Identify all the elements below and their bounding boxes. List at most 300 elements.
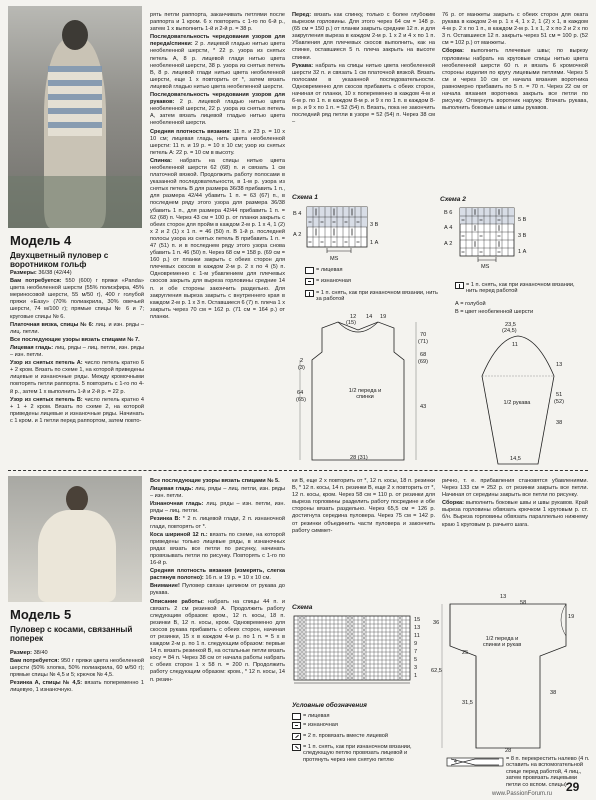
paragraph-text: набрать на спицы 44 п. и связать 2 см резинкой А. Продолжить работу следующим образом: кром., 12 п. косы, 18 п. резинки В, 12 п. косы, кром. Одновременно для скосов рукава прибавить с обеих сторон, начиная от резинки, 15 х в каждом 4-м р. по 1 п. = 5 х в каждом 2-м р. по 1 п. следующим образом: первые 14 п. вязать резинкой В, на остальные петли вязать косу = 84 п. Через 38 см от начала работы набрать с обеих сторон 1 х 58 п. = 200 п. Продолжить работу следующим образом: кром., * 12 п. косы, 14 п. резин- xyxy=(150,598,285,683)
purl-mark xyxy=(347,646,349,647)
paragraph xyxy=(442,500,588,528)
purl-mark xyxy=(347,642,349,643)
purl-mark xyxy=(303,638,305,639)
purl-mark xyxy=(399,618,401,619)
cable-cross-legend: = 8 п. перекрестить налево (4 п. оставить на вспомогательной спице перед работой, 4 лиц., затем провязать лицевыми петли со вспом. спицы) xyxy=(506,756,590,788)
model4-text-col2 xyxy=(150,12,285,470)
purl-mark xyxy=(299,654,301,655)
watermark: www.PassionForum.ru xyxy=(492,791,553,797)
purl-mark xyxy=(399,638,401,639)
paragraph-text: число петель кратно 4 + 1 + 2 кром. Вязать по схеме 2, на которой приведены лицевые и изнаночные ряды. Начинать с 1 кром. и 1 петли перед раппортом, затем повто- xyxy=(10,396,144,424)
purl-mark xyxy=(347,626,349,627)
purl-mark xyxy=(351,650,353,651)
paragraph-text: ки В, еще 2 х повторить от *, 12 п. косы, 18 п. резинки В, * 12 п. косы, 14 п. резинки В, еще 2 х повторить от *, 12 п. косы, кром. Через 58 см = 110 р. от резинки для выреза горловины разделить работу посредине и обе стороны вязать раздельно. Через 65,5 см = 126 р. достигнута середина пуловера. Через 75 см = 142 р. от резинки объединить части пуловера и закончить работу симмет- xyxy=(292,478,435,534)
section-divider xyxy=(8,470,588,471)
schema2-left-b6: В 6 xyxy=(444,210,453,216)
purl-mark xyxy=(351,618,353,619)
purl-mark xyxy=(299,670,301,671)
purl-mark xyxy=(347,634,349,635)
purl-mark xyxy=(345,222,348,223)
p5-dim-625: 62,5 xyxy=(431,668,442,674)
legend-knit-box xyxy=(305,267,314,274)
purl-mark xyxy=(303,670,305,671)
schema1-right-a: 1 А xyxy=(370,240,379,246)
purl-mark xyxy=(299,626,301,627)
purl-mark xyxy=(498,220,501,221)
paragraph xyxy=(150,501,285,515)
slip-stitch-mark xyxy=(475,209,476,215)
paragraph-text: 38/40 xyxy=(32,650,48,656)
purl-mark xyxy=(347,618,349,619)
schema5-row-number: 5 xyxy=(414,657,418,663)
paragraph-heading: Вам потребуется: xyxy=(10,658,60,665)
schema5-grid xyxy=(294,616,424,686)
purl-mark xyxy=(303,654,305,655)
sleeve-piece-label: 1/2 рукава xyxy=(503,400,531,406)
purl-mark xyxy=(347,622,349,623)
front-dim-left-top: 2 xyxy=(300,358,304,364)
model5-title: Модель 5 xyxy=(10,607,72,622)
purl-mark xyxy=(299,634,301,635)
purl-mark xyxy=(351,630,353,631)
purl-mark xyxy=(299,650,301,651)
paragraph-heading: Резинка В: xyxy=(150,516,181,523)
schema1-title: Схема 1 xyxy=(292,194,318,201)
schema1-legend-purl: = изнаночная xyxy=(316,278,351,284)
p5-dim-36: 36 xyxy=(433,620,440,626)
model5-heading xyxy=(10,608,145,644)
paragraph xyxy=(150,478,285,485)
model4-title: Модель 4 xyxy=(10,233,72,248)
paragraph-heading: Средняя плотность вязания: xyxy=(150,128,232,135)
s5-legend-knit-box xyxy=(292,713,301,720)
s5-legend-purl: = изнаночная xyxy=(303,722,338,728)
s5-legend-skp-box xyxy=(292,744,301,751)
s5-legend-purl-box xyxy=(292,722,301,729)
schema1-right-b: 3 В xyxy=(370,222,379,228)
p5-dim-58: 58 xyxy=(520,600,527,606)
paragraph-text: 2 р. лицевой гладью нитью цвета необеленной шерсти, * 22 р. узора из снятых петель А, 8 р. лицевой глади нитью цвета необеленной шерсти, 38 р. узора из снятых петель В, 8 р. лицевой глади нитью цвета необеленной шерсти, еще 1 х повторить от *, затем вязать лицевой гладью нитью цвета необеленной шерсти. xyxy=(150,41,285,90)
slip-stitch-mark xyxy=(352,229,353,236)
purl-mark xyxy=(399,654,401,655)
cable-cross-number: 4 xyxy=(454,759,457,765)
paragraph-text: выполнить плечевые швы; по вырезу горловины набрать на круговые спицы нитью цвета необеленной шерсти 60 п. и вязать 6 кромочной стороны изделия по кругу лицевыми петлями. Через 5 см и через 10 см от начала вязания воротника равномерно прибавить по 5 п. = 70 п. Через 22 см от начала вязания воротника закрыть все петли по рисунку. Отвернуть воротник наружу. Втачать рукава, выполнить боковые швы и швы рукавов. xyxy=(442,48,588,112)
schema2-left-a2: А 2 xyxy=(444,241,453,247)
purl-mark xyxy=(363,662,365,663)
paragraph xyxy=(10,270,144,277)
paragraph xyxy=(442,478,588,499)
purl-mark xyxy=(498,236,501,237)
paragraph xyxy=(10,278,144,321)
slip-stitch-mark xyxy=(499,209,500,215)
purl-mark xyxy=(363,622,365,623)
paragraph xyxy=(442,48,588,112)
sleeve-dim-width-alt: (24,5) xyxy=(502,328,517,334)
purl-mark xyxy=(351,634,353,635)
front-dim-right-43: 43 xyxy=(420,404,427,410)
purl-mark xyxy=(299,642,301,643)
purl-mark xyxy=(399,630,401,631)
purl-mark xyxy=(347,670,349,671)
paragraph-text: 76 р. от манжеты закрыть с обеих сторон для оката рукава в каждом 2-м р. 1 х 4, 1 х 2, 1 (2) х 1, в каждом 4-м р. 2 х по 1 п., в каждом 2-м р. 1 х 1, 2 х по 2 и 2 х по 3 п. Оставшиеся 12 п. закрыть через 51 см = 100 р. (52 см = 102 р.) от манжеты. xyxy=(442,12,588,47)
schema2-right-3b: 3 В xyxy=(518,233,527,239)
purl-mark xyxy=(303,650,305,651)
paragraph xyxy=(10,322,144,336)
paragraph-text: вязать попеременно 1 лицевую, 1 изнаночную. xyxy=(10,680,144,694)
purl-mark xyxy=(351,662,353,663)
sleeve-dim-top: 11 xyxy=(512,342,518,348)
paragraph xyxy=(292,478,435,535)
s5-legend-k2tog-box xyxy=(292,733,301,740)
purl-mark xyxy=(299,674,301,675)
purl-mark xyxy=(351,622,353,623)
model4-subtitle: Двухцветный пуловер с воротником гольф xyxy=(10,251,109,270)
purl-mark xyxy=(351,638,353,639)
schema5-row-number: 7 xyxy=(414,649,418,655)
paragraph-heading: Последовательность чередования узоров для переда/спинки: xyxy=(150,34,285,48)
purl-mark xyxy=(363,630,365,631)
p5-dim-315: 31,5 xyxy=(462,700,473,706)
paragraph-heading: Вам потребуется: xyxy=(10,278,62,285)
purl-mark xyxy=(303,666,305,667)
purl-mark xyxy=(321,222,324,223)
purl-mark xyxy=(357,222,360,223)
paragraph-heading: Рукава: xyxy=(292,62,314,69)
front-dim-neck-width: 12 xyxy=(350,314,357,320)
purl-mark xyxy=(363,626,365,627)
paragraph xyxy=(150,34,285,91)
paragraph-text: рять петли раппорта, заканчивать петлями после раппорта и 1 кром. 6 х повторить с 1-го по 6-й р., затем 1 х выполнить 1-й и 2-й р. = 38 р. xyxy=(150,12,285,33)
paragraph xyxy=(10,680,144,694)
paragraph-heading: Резинка А, спицы № 4,5: xyxy=(10,680,83,687)
schema5-title: Схема xyxy=(292,604,313,611)
purl-mark xyxy=(299,622,301,623)
p5-dim-38: 38 xyxy=(550,690,557,696)
paragraph-text: 950 г пряжи цвета необеленной шерсти (50% хлопка, 50% полиакрила, 60 м/50 г); прямые спицы № 4,5 и 5; крючок № 4,5. xyxy=(10,658,144,679)
purl-mark xyxy=(347,666,349,667)
paragraph-heading: Лицевая гладь: xyxy=(10,344,54,351)
paragraph-heading: Сборка: xyxy=(442,500,465,507)
front-dim-left-64: 64 xyxy=(297,390,304,396)
front-dim-right-71: (71) xyxy=(418,339,428,345)
model5-subtitle: Пуловер с косами, связанный поперек xyxy=(10,625,133,644)
paragraph-text: лиц. ряды – изн. петли, изн. ряды – лиц. петли. xyxy=(150,501,285,515)
schema2-color-b: В = цвет необеленной шерсти xyxy=(455,309,534,315)
sleeve-dim-51: 51 xyxy=(556,392,563,398)
purl-mark xyxy=(347,662,349,663)
purl-mark xyxy=(363,618,365,619)
purl-mark xyxy=(347,630,349,631)
paragraph xyxy=(442,12,588,47)
paragraph-heading: Все последующие узоры вязать спицами № 5. xyxy=(150,478,280,484)
model5-photo xyxy=(8,476,142,602)
schema1-left-a: А 2 xyxy=(293,232,302,238)
paragraph xyxy=(10,360,144,395)
schema2-title: Схема 2 xyxy=(440,196,466,203)
paragraph-text: 2 р. лицевой гладью нитью цвета необеленной шерсти, 22 р. узора из снятых петель А, затем вязать лицевой гладью нитью цвета необеленной шерсти. xyxy=(150,99,285,127)
slip-stitch-mark xyxy=(475,241,476,247)
paragraph-text: вязать по схеме, на которой приведены только лицевые ряды, в изнаночных рядах вязать все петли по рисунку, начинать провязывать петли по рисунку. Повторять с 1-го по 16-й р. xyxy=(150,531,285,567)
purl-mark xyxy=(303,678,305,679)
legend-slip-front-box xyxy=(455,282,464,289)
purl-mark xyxy=(351,626,353,627)
paragraph-text: лиц. ряды – лиц. петли, изн. ряды – изн. петли. xyxy=(150,486,285,500)
slip-stitch-mark xyxy=(316,209,317,216)
purl-mark xyxy=(462,252,465,253)
s5-legend-k2tog: = 2 п. провязать вместе лицевой xyxy=(303,733,389,739)
paragraph xyxy=(10,345,144,359)
purl-mark xyxy=(363,634,365,635)
schema1-legend-slip: = 1 п. снять, как при изнаночном вязании, нить за работой xyxy=(316,290,438,302)
purl-mark xyxy=(399,674,401,675)
purl-mark xyxy=(399,666,401,667)
purl-mark xyxy=(399,642,401,643)
paragraph-heading: Лицевая гладь: xyxy=(150,486,194,493)
purl-mark xyxy=(351,674,353,675)
schema2-right-1a: 1 А xyxy=(518,249,527,255)
schema5-conv-title: Условные обозначения xyxy=(292,702,367,709)
schema5-row-number: 13 xyxy=(414,625,421,631)
model4-heading xyxy=(10,234,145,270)
purl-mark xyxy=(303,626,305,627)
paragraph xyxy=(150,532,285,567)
purl-mark xyxy=(351,658,353,659)
paragraph xyxy=(150,129,285,157)
front-dim-right-68: 68 xyxy=(420,352,427,358)
slip-stitch-mark xyxy=(499,225,500,231)
purl-mark xyxy=(299,666,301,667)
purl-mark xyxy=(299,618,301,619)
paragraph-text: число петель кратно 6 + 2 кром. Вязать по схеме 1, на которой приведены лицевые и изнаночные ряды. Между кромочными повторять петли раппорта. 5 повторить с 1-го по 4-й р., затем 1 х выполнить 1-й и 2-й р. = 22 р. xyxy=(10,360,144,395)
paragraph-heading: Размеры: xyxy=(10,270,37,276)
sleeve-dim-38: 38 xyxy=(556,420,563,426)
purl-mark xyxy=(309,222,312,223)
purl-mark xyxy=(299,658,301,659)
model4-photo xyxy=(8,6,142,228)
paragraph-text: Пуловер связан целиком от рукава до рукава. xyxy=(150,583,285,597)
purl-mark xyxy=(321,242,324,243)
front-dim-right-70: 70 xyxy=(420,332,427,338)
front-dim-neck-right: 19 xyxy=(380,314,387,320)
paragraph xyxy=(150,92,285,127)
paragraph-text: 16 п. и 19 р. = 10 х 10 см. xyxy=(203,575,271,582)
schema5-row-number: 15 xyxy=(414,617,421,623)
paragraph-heading: Изнаночная гладь: xyxy=(150,501,204,508)
purl-mark xyxy=(303,630,305,631)
purl-mark xyxy=(498,252,501,253)
slip-stitch-mark xyxy=(316,229,317,236)
purl-mark xyxy=(363,678,365,679)
purl-mark xyxy=(480,252,483,253)
purl-mark xyxy=(333,222,336,223)
paragraph-heading: Спинка: xyxy=(150,157,173,164)
purl-mark xyxy=(462,236,465,237)
purl-mark xyxy=(399,670,401,671)
schema1-rapport: MS xyxy=(330,256,339,262)
purl-mark xyxy=(363,654,365,655)
legend-purl-box xyxy=(305,278,314,285)
paragraph-heading: Внимание! xyxy=(150,583,180,590)
paragraph-heading: Узор из снятых петель В: xyxy=(10,396,83,403)
paragraph xyxy=(10,658,144,679)
purl-mark xyxy=(347,658,349,659)
purl-mark xyxy=(345,242,348,243)
schema5-row-number: 3 xyxy=(414,665,418,671)
purl-mark xyxy=(399,634,401,635)
purl-mark xyxy=(299,662,301,663)
front-dim-left-top-alt: (3) xyxy=(298,365,305,371)
schema2-grid xyxy=(460,208,550,258)
purl-mark xyxy=(303,658,305,659)
purl-mark xyxy=(399,646,401,647)
schema1-left-b: В 4 xyxy=(293,211,302,217)
paragraph-text: выполнить боковые швы и швы рукавов. Край выреза горловины обвязать крючком 1 круговым р. ст. б/н. Выреза горловины обвязать параллельно нижнему краю 1 круговым р. рачьего шага. xyxy=(442,500,588,528)
paragraph-text: вязать как спинку, только с более глубоким вырезом горловины. Для этого через 64 см = 148 р. (65 см = 150 р.) от планки закрыть средние 12 п. и для закругления выреза в каждом 2-м р. 1 х 2 и 4 х по 1 п. Убавления для плечевых скосов выполнить, как на спинке, оставшиеся 5 п. плеча закрыть на высоте спинки. xyxy=(292,12,435,61)
paragraph-heading: Последовательность чередования узоров для рукавов: xyxy=(150,92,285,106)
model5-text-col3 xyxy=(292,478,435,596)
page-number: 29 xyxy=(566,780,580,794)
paragraph-text: набрать на спицы нитью цвета необеленной шерсти 62 (68) п. и связать 1 см платочной вязкой. Продолжить работу полосами в указанной последовательности, в 1-м р. узора из снятых петель В для размера 36/38 прибавить 1 п., для размера 42/44 убавить 1 п. = 63 (67) п., в последнем ряду этого узора для размера 36/38 убавить 1 п., для размера 42/44 прибавить 1 п. = 62 (68) п. Через 43 см = 100 р. от планки закрыть с обеих сторон для пройм в каждом 2-м р. 1 х 4, 1 (2) х 2 и 2 (1) х 1 п. = 46 (50) п. В 1-й р. последней полосы узора из снятых петель В прибавить 1 п. = 47 (51) п. и в последнем ряду этого узора снова убавить 1 п. 46 (50) п. Через 68 см = 158 р. (69 см = 160 р.) от планки закрыть с обеих сторон для плечевых скосов в каждом 2-м р. 2 х по 4 (5) п. Одновременно с 1-м убавлением для плечевых скосов закрыть для выреза горловины средние 14 п. и обе стороны закончить раздельно. Для закругления выреза закрыть с внутреннего края в каждом 2-м р. 1 х 3 п. Оставшиеся 6 (7) п. плеча 1 х закрыть через 70 см = 162 р. (71 см = 164 р.) от планки. xyxy=(150,157,285,320)
purl-mark xyxy=(363,646,365,647)
purl-mark xyxy=(309,242,312,243)
schema5-row-number: 11 xyxy=(414,633,420,639)
paragraph-heading: Описание работы: xyxy=(150,598,204,605)
paragraph-heading: Средняя плотность вязания (измерять, слегка растянув полотно): xyxy=(150,568,285,582)
slip-stitch-mark xyxy=(475,225,476,231)
p5-dim-25: 25 xyxy=(462,650,469,656)
paragraph xyxy=(150,486,285,500)
purl-mark xyxy=(299,638,301,639)
paragraph xyxy=(150,12,285,33)
purl-mark xyxy=(363,666,365,667)
purl-mark xyxy=(363,638,365,639)
front-dim-right-69: (69) xyxy=(418,359,428,365)
paragraph xyxy=(150,158,285,321)
purl-mark xyxy=(363,650,365,651)
purl-mark xyxy=(347,674,349,675)
purl-mark xyxy=(333,242,336,243)
schema2-color-a: А = голубой xyxy=(455,301,486,307)
paragraph xyxy=(150,583,285,597)
pattern5-piece xyxy=(446,600,586,750)
model4-text-col1 xyxy=(10,270,144,470)
paragraph-heading: Коса шириной 12 п.: xyxy=(150,531,208,538)
purl-mark xyxy=(399,662,401,663)
paragraph-heading: Узор из снятых петель А: xyxy=(10,360,83,367)
purl-mark xyxy=(299,646,301,647)
purl-mark xyxy=(303,674,305,675)
s5-legend-knit: = лицевая xyxy=(303,713,330,719)
purl-mark xyxy=(363,642,365,643)
paragraph-text: набрать на спицы нитью цвета необеленной шерсти 32 п. и связать 1 см платочной вязкой. Вязать полосами в указанной последовательности. Одновременно для скосов прибавить с обеих сторон, начиная от планки, 10 х попеременно в каждом 4-м и 6-м р. по 1 п. в каждом 8-м р. и 9 х по 1 п. в каждом 8-м р. и 9 х по 1 п. = 52 (54) п. Вязать, пока не закончить последний ряд петли в узоре = 52 (54) п. Через 38 см – xyxy=(292,62,435,126)
sleeve-dim-cap: 13 xyxy=(556,362,563,368)
sleeve-dim-width: 23,5 xyxy=(505,322,516,328)
slip-stitch-mark xyxy=(499,241,500,247)
paragraph xyxy=(150,516,285,530)
purl-mark xyxy=(363,670,365,671)
purl-mark xyxy=(462,220,465,221)
paragraph xyxy=(150,599,285,684)
model5-text-col2 xyxy=(150,478,285,792)
paragraph xyxy=(150,568,285,582)
purl-mark xyxy=(299,630,301,631)
purl-mark xyxy=(399,626,401,627)
purl-mark xyxy=(303,662,305,663)
purl-mark xyxy=(351,646,353,647)
front-dim-neck-center: 14 xyxy=(366,314,373,320)
purl-mark xyxy=(480,236,483,237)
schema5-row-number: 9 xyxy=(414,641,418,647)
schema2-rapport: MS xyxy=(481,264,490,270)
purl-mark xyxy=(303,634,305,635)
model5-text-col1 xyxy=(10,650,144,790)
schema1-legend-knit: = лицевая xyxy=(316,267,343,273)
purl-mark xyxy=(303,642,305,643)
paragraph-text: лиц. ряды – лиц. петли, изн. ряды – изн. петли. xyxy=(10,344,144,359)
paragraph xyxy=(10,650,144,657)
sleeve-dim-52: (52) xyxy=(554,399,564,405)
purl-mark xyxy=(399,650,401,651)
purl-mark xyxy=(299,678,301,679)
legend-slip-box xyxy=(305,290,314,297)
paragraph-heading: Размер: xyxy=(10,650,33,656)
slip-stitch-mark xyxy=(352,209,353,216)
schema1-grid xyxy=(307,207,397,247)
purl-mark xyxy=(399,658,401,659)
paragraph xyxy=(292,12,435,62)
paragraph xyxy=(292,63,435,127)
paragraph-text: лиц. и изн. ряды – лиц. петли. xyxy=(10,321,144,335)
purl-mark xyxy=(357,242,360,243)
purl-mark xyxy=(351,678,353,679)
paragraph-text: 11 п. и 23 р. = 10 х 10 см; лицевая гладь, нить цвета необеленной шерсти: 11 п. и 19 р. = 10 х 10 см; узор из снятых петель А: 22 р. = 10 см в высоту. xyxy=(150,128,285,156)
p5-dim-13: 13 xyxy=(500,594,507,600)
schema2-left-a4: А 4 xyxy=(444,225,453,231)
paragraph-heading: Все последующие узоры вязать спицами № 7. xyxy=(10,336,140,343)
paragraph-heading: Сборка: xyxy=(442,48,465,55)
p5-dim-19: 19 xyxy=(568,614,575,620)
purl-mark xyxy=(303,646,305,647)
paragraph-text: * 2 п. лицевой глади, 2 п. изнаночной глади, повторять от *. xyxy=(150,516,285,530)
paragraph-heading: Платочная вязка, спицы № 6: xyxy=(10,321,94,328)
front-dim-left-65: (65) xyxy=(296,397,306,403)
purl-mark xyxy=(303,622,305,623)
p5-dim-28: 28 xyxy=(505,748,512,754)
model5-text-col4 xyxy=(442,478,588,582)
purl-mark xyxy=(347,654,349,655)
s5-legend-skp: = 1 п. снять, как при изнаночном вязании, следующую петлю провязать лицевой и протянуть через нее снятую петлю xyxy=(303,744,412,763)
purl-mark xyxy=(351,654,353,655)
front-piece-label: 1/2 переда и спинки xyxy=(348,388,382,400)
model4-text-col4 xyxy=(442,12,588,166)
paragraph-text: 550 (600) г пряжи «Panda» цвета необеленной шерсти (55% полиэфира, 45% мериносовой шерсти, 55 м/50 г), 400 г голубой пряжи «Easy» (70% полиакрила, 30% овечьей шерсти, 74 м/100 г); прямые спицы № 6 и 7; круговые спицы № 6. xyxy=(10,278,144,320)
purl-mark xyxy=(351,642,353,643)
schema5-row-number: 1 xyxy=(414,673,418,679)
paragraph-text: рично, т. е. прибавления становятся убавлениями. Через 133 см = 252 р. от резинки закрыть все петли. Начиная от середины закрыть все петли по рисунку. xyxy=(442,478,588,499)
paragraph xyxy=(10,397,144,425)
front-dim-neck-width-alt: (15) xyxy=(346,320,356,326)
paragraph xyxy=(10,337,144,344)
purl-mark xyxy=(351,670,353,671)
purl-mark xyxy=(303,618,305,619)
slip-stitch-mark xyxy=(334,209,335,216)
purl-mark xyxy=(351,666,353,667)
slip-stitch-mark xyxy=(334,229,335,236)
p5-piece-label: 1/2 переда и спинки и рукав xyxy=(482,636,522,648)
schema2-right-5b: 5 В xyxy=(518,217,527,223)
purl-mark xyxy=(347,678,349,679)
purl-mark xyxy=(399,622,401,623)
